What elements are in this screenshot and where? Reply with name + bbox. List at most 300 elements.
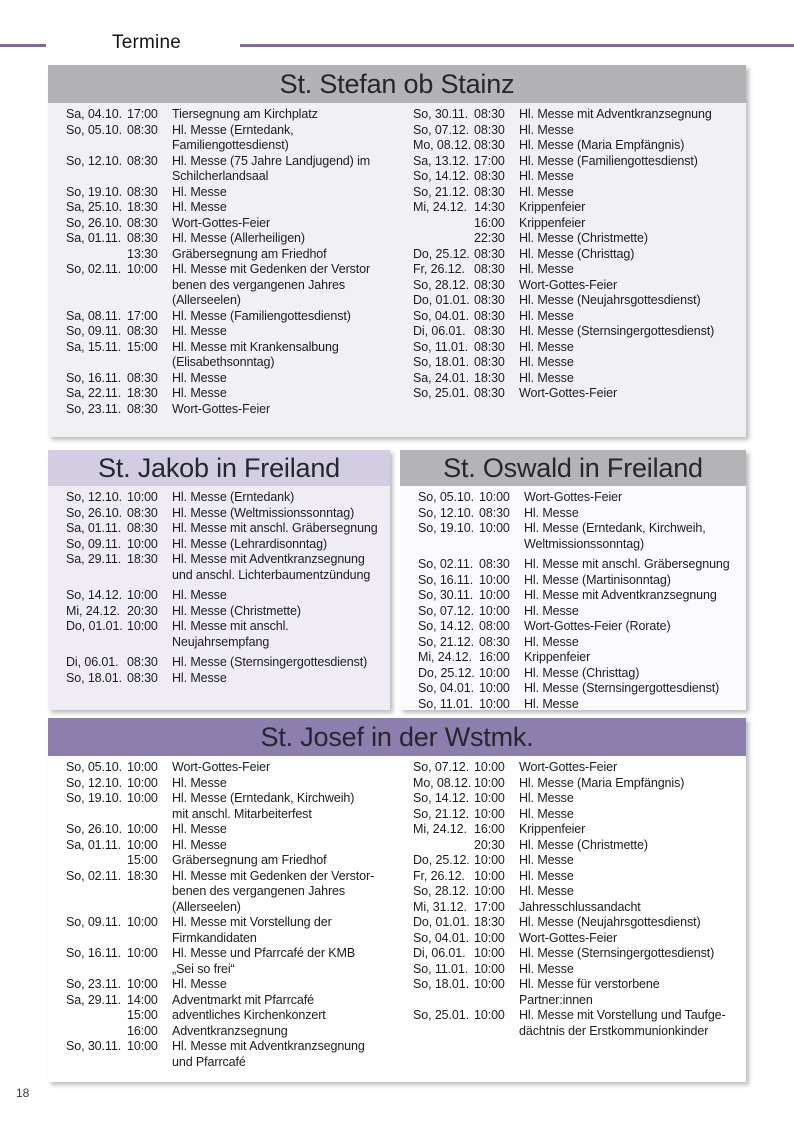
schedule-row xyxy=(48,324,395,340)
event-date: So, 14.12. xyxy=(413,169,469,183)
event-description: Wort-Gottes-Feier (Rorate) xyxy=(524,619,671,633)
event-date: So, 30.11. xyxy=(413,107,469,121)
event-time: 08:30 xyxy=(474,324,505,338)
schedule-row xyxy=(395,791,742,807)
event-time: 14:30 xyxy=(474,200,505,214)
schedule-list xyxy=(400,486,746,710)
event-time: 10:00 xyxy=(474,1008,505,1022)
event-date: Sa, 01.11. xyxy=(66,837,122,852)
event-time: 18:30 xyxy=(127,386,158,400)
event-time: 10:00 xyxy=(127,822,158,836)
schedule-row xyxy=(395,169,742,185)
event-date: Mi, 24.12. xyxy=(413,200,467,214)
schedule-row xyxy=(400,650,742,666)
event-date: Sa, 25.10. xyxy=(66,200,122,214)
event-description: Hl. Messe (Erntedank, Kirchweih, Weltmissionssonntag) xyxy=(524,521,706,551)
event-time: 08:30 xyxy=(474,339,505,354)
schedule-row xyxy=(395,838,742,854)
event-description: Wort-Gottes-Feier xyxy=(519,386,618,400)
event-date: So, 28.12. xyxy=(413,277,469,292)
event-date: So, 25.01. xyxy=(413,386,469,400)
event-time: 16:00 xyxy=(127,1023,158,1038)
event-time: 10:00 xyxy=(474,961,505,976)
event-description: Hl. Messe xyxy=(519,806,574,821)
event-date: So, 18.01. xyxy=(66,670,122,685)
event-description: Hl. Messe (Erntedank) xyxy=(172,490,295,504)
schedule-row xyxy=(400,490,742,506)
schedule-row xyxy=(48,386,395,402)
event-date: So, 05.10. xyxy=(66,122,122,137)
event-date: Sa, 29.11. xyxy=(66,992,122,1007)
event-description: Wort-Gottes-Feier xyxy=(172,760,271,774)
event-time: 17:00 xyxy=(474,153,505,168)
schedule-list xyxy=(48,103,746,417)
event-description: Hl. Messe xyxy=(172,184,227,199)
event-time: 08:30 xyxy=(127,655,158,669)
event-description: Hl. Messe (Christtag) xyxy=(524,665,640,680)
right-purple-rule xyxy=(240,44,794,47)
event-description: Hl. Messe (Familiengottesdienst) xyxy=(519,153,698,168)
event-description: Hl. Messe (Lehrardisonntag) xyxy=(172,536,328,551)
event-time: 10:00 xyxy=(127,490,158,504)
schedule-row xyxy=(395,884,742,900)
event-description: Hl. Messe xyxy=(172,200,227,214)
event-description: Krippenfeier xyxy=(519,200,586,214)
event-time: 08:30 xyxy=(474,293,505,307)
event-date: So, 05.10. xyxy=(66,760,122,774)
schedule-row xyxy=(48,946,395,977)
schedule-column-left xyxy=(48,760,395,1070)
section-st-jakob-in-freiland xyxy=(48,450,390,710)
event-date: So, 02.11. xyxy=(418,557,474,571)
event-description: Hl. Messe (Sternsingergottesdienst) xyxy=(524,681,720,695)
event-description: Hl. Messe mit Adventkranzsegnung xyxy=(524,588,717,602)
schedule-row xyxy=(400,588,742,604)
schedule-row xyxy=(395,340,742,356)
event-time: 17:00 xyxy=(127,107,158,121)
schedule-row xyxy=(400,681,742,697)
event-time: 15:00 xyxy=(127,853,158,867)
schedule-row xyxy=(48,993,395,1009)
event-date: Mi, 24.12. xyxy=(413,822,467,836)
schedule-row xyxy=(48,853,395,869)
event-date: Sa, 01.11. xyxy=(66,521,122,535)
event-description: Wort-Gottes-Feier xyxy=(519,277,618,292)
schedule-row xyxy=(395,822,742,838)
schedule-row xyxy=(400,666,742,682)
event-time: 08:30 xyxy=(127,231,158,245)
schedule-row xyxy=(395,962,742,978)
event-time: 08:30 xyxy=(474,122,505,137)
schedule-row xyxy=(48,915,395,946)
event-description: Adventkranzsegnung xyxy=(172,1023,288,1038)
section-st-oswald-in-freiland xyxy=(400,450,746,710)
event-description: Krippenfeier xyxy=(519,215,586,230)
event-time: 08:30 xyxy=(479,505,510,520)
event-date: Mi, 24.12. xyxy=(66,603,120,618)
event-time: 17:00 xyxy=(127,308,158,323)
event-time: 10:00 xyxy=(474,884,505,898)
event-description: Hl. Messe (75 Jahre Landjugend) im Schilcherlandsaal xyxy=(172,153,371,183)
event-time: 08:30 xyxy=(479,557,510,571)
event-time: 17:00 xyxy=(474,899,505,914)
event-description: Hl. Messe xyxy=(172,324,227,338)
event-description: Hl. Messe (Maria Empfängnis) xyxy=(519,775,685,790)
schedule-column-left xyxy=(48,107,395,417)
event-time: 10:00 xyxy=(474,775,505,790)
event-description: Hl. Messe xyxy=(172,977,227,991)
event-description: Jahresschlussandacht xyxy=(519,899,641,914)
event-date: Sa, 15.11. xyxy=(66,339,122,354)
schedule-row xyxy=(48,123,395,154)
event-time: 10:00 xyxy=(474,760,505,774)
schedule-row xyxy=(395,247,742,263)
event-date: So, 18.01. xyxy=(413,977,469,991)
event-time: 20:30 xyxy=(474,837,505,852)
schedule-row xyxy=(48,262,395,309)
section-title: St. Oswald in Freiland xyxy=(400,450,746,486)
event-time: 16:00 xyxy=(474,822,505,836)
event-time: 10:00 xyxy=(474,946,505,960)
event-time: 08:30 xyxy=(474,308,505,323)
event-date: Mi, 31.12. xyxy=(413,899,467,914)
event-time: 10:00 xyxy=(474,977,505,991)
schedule-row xyxy=(395,200,742,216)
event-date: Fr, 26.12. xyxy=(413,262,465,276)
event-time: 15:00 xyxy=(127,339,158,354)
event-date: So, 09.11. xyxy=(66,536,122,551)
schedule-row xyxy=(48,521,386,537)
event-time: 14:00 xyxy=(127,992,158,1007)
event-date: So, 26.10. xyxy=(66,505,122,520)
event-description: Hl. Messe (Christtag) xyxy=(519,246,635,261)
event-date: So, 04.01. xyxy=(413,930,469,945)
event-time: 10:00 xyxy=(127,915,158,929)
event-description: Hl. Messe mit Gedenken der Verstor- benen des vergangenen Jahres (Allerseelen) xyxy=(172,868,375,914)
schedule-row xyxy=(48,760,395,776)
event-date: So, 21.12. xyxy=(418,634,474,649)
schedule-row xyxy=(48,838,395,854)
schedule-row xyxy=(400,619,742,635)
event-date: So, 07.12. xyxy=(418,603,474,618)
schedule-row xyxy=(48,231,395,247)
event-time: 10:00 xyxy=(127,775,158,790)
event-time: 10:00 xyxy=(127,837,158,852)
event-description: Hl. Messe xyxy=(172,837,227,852)
schedule-row xyxy=(400,697,742,711)
schedule-column-right xyxy=(395,760,742,1070)
event-date: So, 19.10. xyxy=(418,521,474,535)
event-description: Hl. Messe (Erntedank, Kirchweih) mit anschl. Mitarbeiterfest xyxy=(172,791,355,821)
event-description: Hl. Messe mit Vorstellung und Taufge- dächtnis der Erstkommunionkinder xyxy=(519,1008,726,1038)
event-date: Sa, 29.11. xyxy=(66,552,122,566)
event-description: Hl. Messe xyxy=(172,386,227,400)
event-description: Hl. Messe xyxy=(172,775,227,790)
event-description: adventliches Kirchenkonzert xyxy=(172,1008,326,1022)
event-time: 08:30 xyxy=(127,670,158,685)
schedule-row xyxy=(48,655,386,671)
schedule-row xyxy=(48,977,395,993)
schedule-row xyxy=(400,506,742,522)
event-date: So, 04.01. xyxy=(413,308,469,323)
event-time: 10:00 xyxy=(479,588,510,602)
schedule-row xyxy=(48,506,386,522)
event-time: 08:00 xyxy=(479,619,510,633)
schedule-row xyxy=(400,635,742,651)
event-time: 18:30 xyxy=(127,552,158,566)
event-description: Wort-Gottes-Feier xyxy=(172,401,271,416)
event-date: Sa, 01.11. xyxy=(66,231,122,245)
section-title: St. Josef in der Wstmk. xyxy=(48,718,746,756)
event-time: 10:00 xyxy=(479,696,510,710)
schedule-list xyxy=(48,756,746,1070)
event-time: 08:30 xyxy=(474,138,505,152)
event-date: So, 25.01. xyxy=(413,1008,469,1022)
schedule-row xyxy=(395,900,742,916)
event-date: So, 11.01. xyxy=(418,696,474,710)
event-date: So, 02.11. xyxy=(66,262,122,276)
event-time: 10:00 xyxy=(474,868,505,883)
schedule-row xyxy=(48,776,395,792)
event-time: 10:00 xyxy=(127,977,158,991)
event-time: 08:30 xyxy=(127,324,158,338)
event-time: 10:00 xyxy=(474,791,505,805)
event-description: Hl. Messe xyxy=(172,670,227,685)
left-purple-rule xyxy=(0,44,46,47)
event-date: So, 19.10. xyxy=(66,184,122,199)
schedule-row xyxy=(48,247,395,263)
event-time: 10:00 xyxy=(127,946,158,960)
event-time: 18:30 xyxy=(474,370,505,385)
schedule-row xyxy=(395,946,742,962)
schedule-row xyxy=(48,200,395,216)
event-date: So, 02.11. xyxy=(66,868,122,883)
event-date: Do, 01.01. xyxy=(66,619,123,633)
event-date: So, 11.01. xyxy=(413,339,469,354)
event-date: Do, 25.12. xyxy=(413,853,470,867)
schedule-row xyxy=(395,309,742,325)
event-time: 10:00 xyxy=(479,665,510,680)
event-time: 08:30 xyxy=(474,107,505,121)
schedule-row xyxy=(48,490,386,506)
schedule-row xyxy=(395,107,742,123)
event-date: So, 23.11. xyxy=(66,401,122,416)
schedule-row xyxy=(400,573,742,589)
event-time: 10:00 xyxy=(127,588,158,602)
schedule-row xyxy=(48,671,386,687)
event-description: Hl. Messe für verstorbene Partner:innen xyxy=(519,977,660,1007)
event-date: Do, 25.12. xyxy=(418,665,475,680)
event-description: Hl. Messe (Neujahrsgottesdienst) xyxy=(519,915,701,929)
event-date: So, 07.12. xyxy=(413,122,469,137)
event-time: 08:30 xyxy=(127,215,158,230)
event-date: Do, 25.12. xyxy=(413,246,470,261)
event-description: Wort-Gottes-Feier xyxy=(524,490,623,504)
event-date: Do, 01.01. xyxy=(413,915,470,929)
section-st-stefan-ob-stainz xyxy=(48,65,746,437)
schedule-row xyxy=(48,552,386,583)
event-date: So, 16.11. xyxy=(418,572,474,587)
event-date: So, 09.11. xyxy=(66,324,122,338)
schedule-row xyxy=(395,231,742,247)
event-date: Sa, 24.01. xyxy=(413,370,469,385)
section-title: St. Stefan ob Stainz xyxy=(48,65,746,103)
schedule-row xyxy=(395,216,742,232)
event-description: Hl. Messe (Familiengottesdienst) xyxy=(172,308,351,323)
event-date: So, 07.12. xyxy=(413,760,469,774)
event-date: So, 18.01. xyxy=(413,355,469,369)
event-time: 08:30 xyxy=(127,521,158,535)
event-description: Hl. Messe (Martinisonntag) xyxy=(524,572,671,587)
event-description: Hl. Messe (Erntedank, Familiengottesdienst) xyxy=(172,122,294,152)
event-description: Hl. Messe mit Gedenken der Verstor benen des vergangenen Jahres (Allerseelen) xyxy=(172,262,371,307)
schedule-row xyxy=(48,1008,395,1024)
event-time: 08:30 xyxy=(479,634,510,649)
schedule-row xyxy=(48,154,395,185)
event-description: Krippenfeier xyxy=(519,822,586,836)
event-time: 10:00 xyxy=(127,791,158,805)
event-date: Di, 06.01. xyxy=(413,324,466,338)
event-date: So, 26.10. xyxy=(66,215,122,230)
event-description: Hl. Messe xyxy=(519,370,574,385)
event-description: Gräbersegnung am Friedhof xyxy=(172,853,327,867)
event-date: So, 21.12. xyxy=(413,806,469,821)
event-description: Hl. Messe (Christmette) xyxy=(172,603,301,618)
schedule-row xyxy=(395,278,742,294)
event-time: 16:00 xyxy=(479,650,510,664)
schedule-row xyxy=(395,123,742,139)
event-description: Hl. Messe xyxy=(172,370,227,385)
schedule-list xyxy=(48,486,390,686)
event-date: So, 26.10. xyxy=(66,822,122,836)
event-date: So, 16.11. xyxy=(66,370,122,385)
event-time: 10:00 xyxy=(479,681,510,695)
event-date: So, 05.10. xyxy=(418,490,474,504)
event-time: 08:30 xyxy=(474,355,505,369)
event-description: Hl. Messe xyxy=(172,822,227,836)
event-description: Krippenfeier xyxy=(524,650,591,664)
event-description: Hl. Messe xyxy=(172,588,227,602)
schedule-row xyxy=(395,185,742,201)
event-description: Hl. Messe xyxy=(519,339,574,354)
event-description: Hl. Messe mit Adventkranzsegnung und Pfarrcafé xyxy=(172,1039,365,1069)
event-description: Tiersegnung am Kirchplatz xyxy=(172,107,318,121)
schedule-row xyxy=(48,309,395,325)
schedule-row xyxy=(48,216,395,232)
page-title: Termine xyxy=(112,32,181,53)
schedule-row xyxy=(395,915,742,931)
event-description: Hl. Messe (Sternsingergottesdienst) xyxy=(519,324,715,338)
event-time: 08:30 xyxy=(474,246,505,261)
page-number: 18 xyxy=(16,1086,30,1100)
event-description: Hl. Messe xyxy=(519,169,574,183)
schedule-row xyxy=(48,619,386,650)
event-date: So, 12.10. xyxy=(66,490,122,504)
event-description: Hl. Messe mit anschl. Gräbersegnung xyxy=(524,557,730,571)
event-date: Do, 01.01. xyxy=(413,293,470,307)
event-date: Sa, 22.11. xyxy=(66,386,122,400)
event-description: Hl. Messe xyxy=(524,634,579,649)
event-time: 10:00 xyxy=(479,521,510,535)
schedule-row xyxy=(400,521,742,552)
event-date: So, 21.12. xyxy=(413,184,469,199)
schedule-row xyxy=(395,371,742,387)
event-time: 10:00 xyxy=(479,603,510,618)
schedule-row xyxy=(395,386,742,402)
event-description: Hl. Messe (Neujahrsgottesdienst) xyxy=(519,293,701,307)
event-description: Hl. Messe xyxy=(519,791,574,805)
event-time: 16:00 xyxy=(474,215,505,230)
event-time: 08:30 xyxy=(474,169,505,183)
event-time: 10:00 xyxy=(127,760,158,774)
event-date: So, 16.11. xyxy=(66,946,122,960)
schedule-row xyxy=(395,262,742,278)
event-time: 08:30 xyxy=(474,262,505,276)
event-date: So, 28.12. xyxy=(413,884,469,898)
event-date: So, 14.12. xyxy=(66,588,122,602)
event-time: 08:30 xyxy=(474,184,505,199)
event-date: So, 30.11. xyxy=(418,588,474,602)
schedule-row xyxy=(395,138,742,154)
event-date: So, 09.11. xyxy=(66,915,122,929)
event-date: Sa, 08.11. xyxy=(66,308,122,323)
event-date: So, 14.12. xyxy=(418,619,474,633)
schedule-row xyxy=(395,931,742,947)
event-description: Hl. Messe mit Vorstellung der Firmkandidaten xyxy=(172,915,332,945)
event-date: So, 12.10. xyxy=(66,153,122,168)
event-time: 10:00 xyxy=(127,619,158,633)
schedule-row xyxy=(48,107,395,123)
event-time: 08:30 xyxy=(127,184,158,199)
event-description: Hl. Messe xyxy=(519,122,574,137)
schedule-row xyxy=(395,760,742,776)
event-description: Hl. Messe xyxy=(519,308,574,323)
event-date: So, 30.11. xyxy=(66,1039,122,1053)
schedule-row xyxy=(395,1008,742,1039)
schedule-row xyxy=(48,340,395,371)
event-time: 13:30 xyxy=(127,246,158,261)
event-date: So, 12.10. xyxy=(66,775,122,790)
event-time: 20:30 xyxy=(127,603,158,618)
event-description: Hl. Messe mit Adventkranzsegnung xyxy=(519,107,712,121)
event-description: Hl. Messe xyxy=(519,884,574,898)
event-description: Hl. Messe mit anschl. Gräbersegnung xyxy=(172,521,378,535)
event-time: 08:30 xyxy=(127,401,158,416)
schedule-row xyxy=(48,537,386,553)
event-date: So, 23.11. xyxy=(66,977,122,991)
event-date: Sa, 13.12. xyxy=(413,153,469,168)
event-date: So, 04.01. xyxy=(418,681,474,695)
schedule-row xyxy=(395,293,742,309)
event-description: Hl. Messe (Weltmissionssonntag) xyxy=(172,505,355,520)
event-date: So, 14.12. xyxy=(413,791,469,805)
event-date: Mo, 08.12. xyxy=(413,775,472,790)
event-time: 08:30 xyxy=(474,386,505,400)
event-description: Hl. Messe mit Krankensalbung (Elisabethsonntag) xyxy=(172,339,339,369)
event-time: 10:00 xyxy=(479,572,510,587)
event-description: Hl. Messe xyxy=(519,868,574,883)
schedule-row xyxy=(400,557,742,573)
event-date: Mi, 24.12. xyxy=(418,650,472,664)
event-description: Gräbersegnung am Friedhof xyxy=(172,246,327,261)
event-description: Hl. Messe mit anschl. Neujahrsempfang xyxy=(172,619,289,649)
event-time: 18:30 xyxy=(127,200,158,214)
schedule-row xyxy=(395,324,742,340)
event-time: 10:00 xyxy=(127,262,158,276)
schedule-row xyxy=(48,1024,395,1040)
event-date: So, 19.10. xyxy=(66,791,122,805)
event-description: Wort-Gottes-Feier xyxy=(519,930,618,945)
